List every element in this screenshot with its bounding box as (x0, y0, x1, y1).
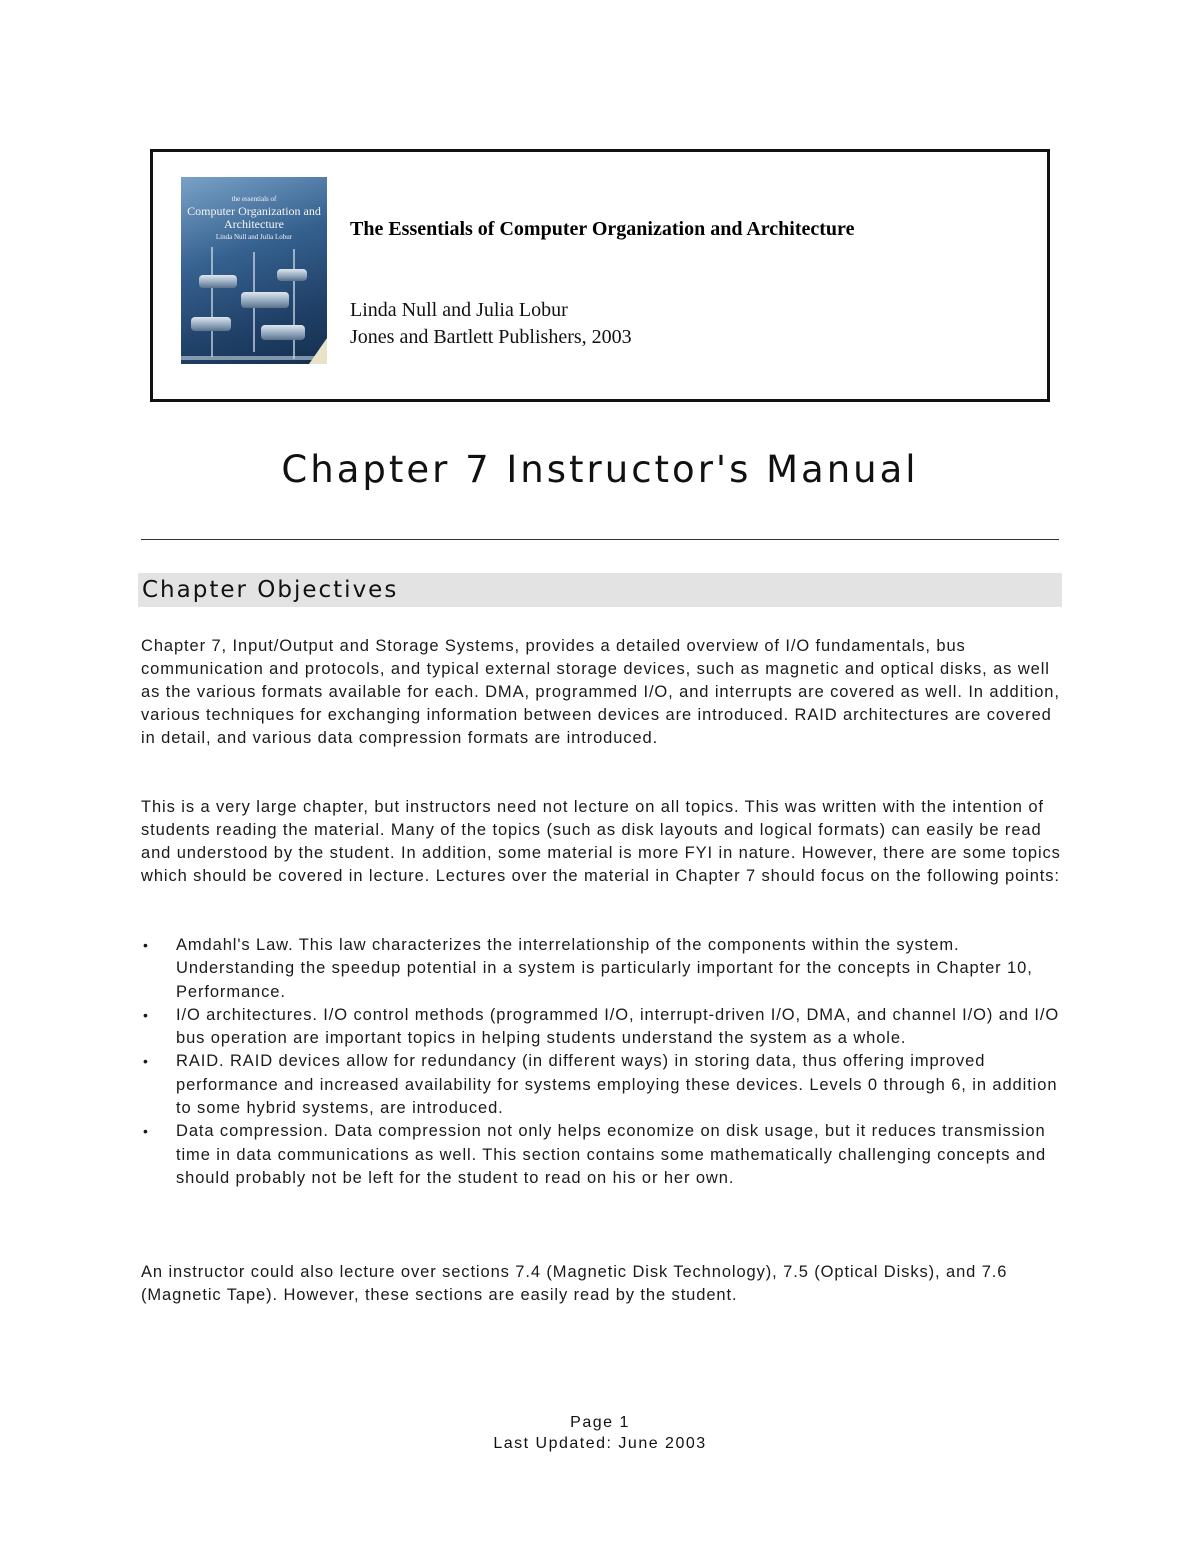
list-item (141, 1004, 1063, 1051)
cover-series-text: the essentials of (231, 195, 277, 203)
cover-tube (277, 269, 307, 281)
cover-tube (199, 275, 237, 288)
objectives-paragraph-2: This is a very large chapter, but instructors need not lecture on all topics. This was written with the intention of students reading the material. Many of the topics (such as disk layouts and logical formats) can easily be read and understood by the student. In addition, some material is more FYI in nature. However, there are some topics which should be covered in lecture. Lectures over the material in Chapter 7 should focus on the following points: (141, 798, 1061, 885)
list-item (141, 1050, 1063, 1120)
list-item (141, 1120, 1063, 1190)
cover-page-curl (309, 338, 327, 364)
list-item-text: Data compression. Data compression not only helps economize on disk usage, but it reduces transmission time in data communications as well. This section contains some mathematically challenging concepts and should probably not be left for the student to read on his or her own. (176, 1122, 1047, 1187)
horizontal-rule (141, 539, 1059, 540)
list-item-text: Amdahl's Law. This law characterizes the interrelationship of the components within the system. Understanding the speedup potential in a system is particularly important for the concepts in Chapter 10, Performance. (176, 936, 1033, 1001)
cover-title-text: Computer Organization and Architecture (187, 204, 321, 231)
book-cover-image (181, 177, 327, 364)
section-heading: Chapter Objectives (142, 577, 399, 603)
list-item (141, 934, 1063, 1004)
cover-authors-text: Linda Null and Julia Lobur (215, 233, 293, 241)
book-authors: Linda Null and Julia Lobur (350, 299, 568, 321)
list-item-text: I/O architectures. I/O control methods (programmed I/O, interrupt-driven I/O, DMA, and channel I/O) and I/O bus operation are important topics in helping students understand the system as a whole. (176, 1005, 1060, 1048)
cover-tube (191, 317, 231, 331)
book-info-box (150, 149, 1050, 402)
cover-footer-strip (181, 356, 327, 360)
closing-paragraph: An instructor could also lecture over sections 7.4 (Magnetic Disk Technology), 7.5 (Optical Disks), and 7.6 (Magnetic Tape). However, these sections are easily read by the student. (141, 1263, 1008, 1304)
book-title: The Essentials of Computer Organization and Architecture (350, 218, 855, 240)
objectives-paragraph-1: Chapter 7, Input/Output and Storage Systems, provides a detailed overview of I/O fundamentals, bus communication and protocols, and typical external storage devices, such as magnetic and optical disks, as well as the various formats available for each. DMA, programmed I/O, and interrupts are covered as well. In addition, various techniques for exchanging information between devices are introduced. RAID architectures are covered in detail, and various data compression formats are introduced. (141, 637, 1060, 747)
last-updated: Last Updated: June 2003 (493, 1435, 707, 1452)
list-item-text: RAID. RAID devices allow for redundancy (in different ways) in storing data, thus offering improved performance and increased availability for systems employing these devices. Levels 0 through 6, in addition to some hybrid systems, are introduced. (176, 1052, 1058, 1118)
bullet-icon: • (143, 1006, 149, 1023)
chapter-title: Chapter 7 Instructor's Manual (281, 448, 919, 491)
bullet-icon: • (143, 1053, 149, 1070)
cover-tube (261, 325, 305, 340)
book-publisher: Jones and Bartlett Publishers, 2003 (350, 326, 632, 348)
section-heading-band (138, 573, 1062, 607)
bullet-icon: • (143, 1123, 149, 1140)
page-number: Page 1 (570, 1414, 630, 1431)
cover-strand (211, 247, 213, 357)
cover-tube (241, 292, 289, 308)
bullet-icon: • (143, 937, 149, 953)
focus-points-list (141, 934, 1063, 1190)
cover-strand (293, 249, 295, 359)
